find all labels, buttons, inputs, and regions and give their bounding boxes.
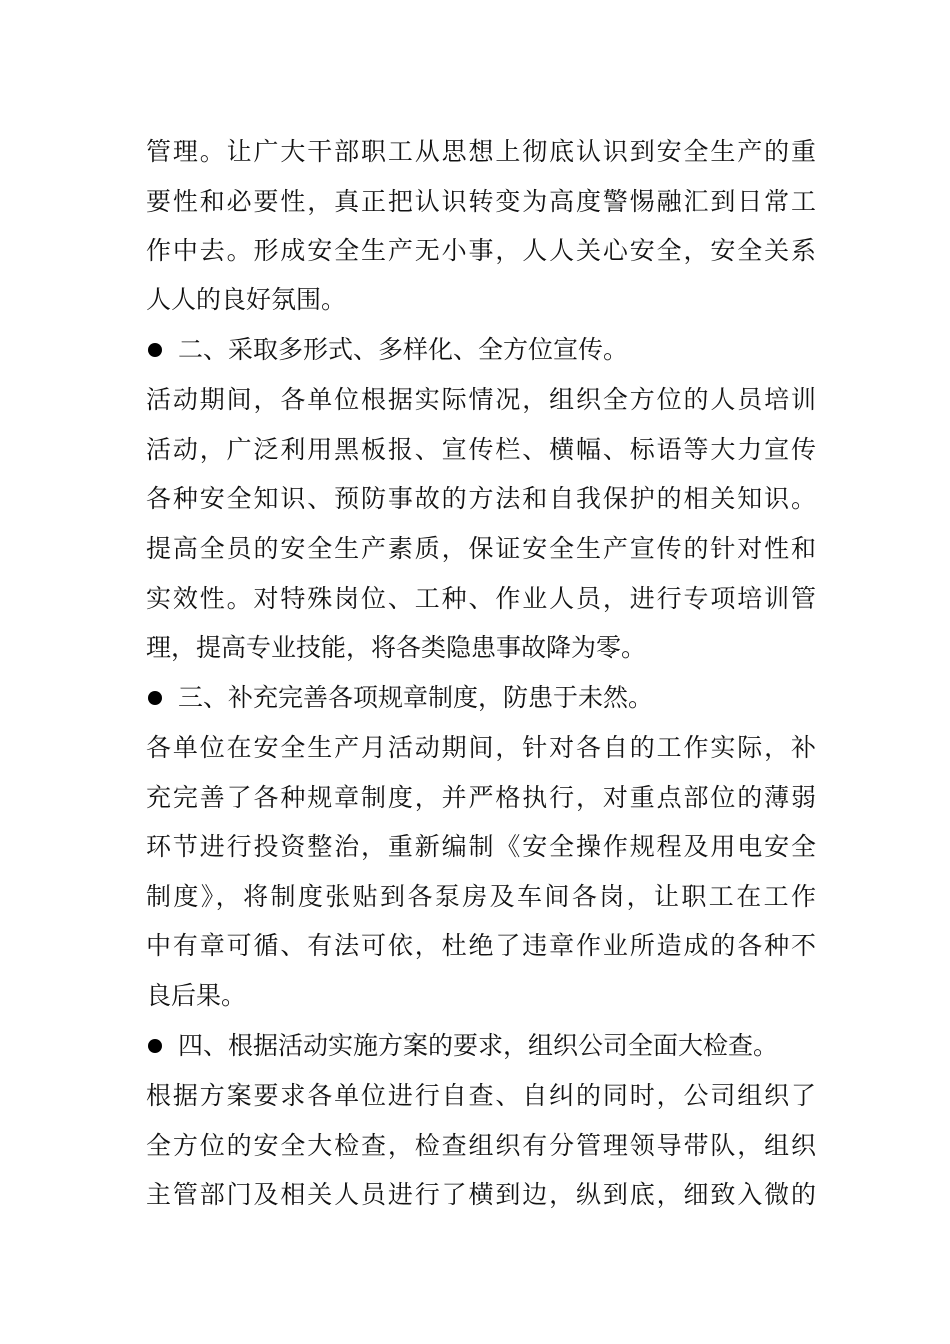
paragraph-3-line-4: 制度》，将制度张贴到各泵房及车间各岗，让职工在工作 <box>146 882 816 911</box>
paragraph-2-line-5: 实效性。对特殊岗位、工种、作业人员，进行专项培训管 <box>146 584 816 613</box>
paragraph-3-line-1: 各单位在安全生产月活动期间，针对各自的工作实际，补 <box>146 733 816 762</box>
section-heading-2-text: 二、采取多形式、多样化、全方位宣传。 <box>178 335 629 364</box>
paragraph-1-line-1: 管理。让广大干部职工从思想上彻底认识到安全生产的重 <box>146 137 816 166</box>
bullet-icon <box>148 343 162 357</box>
paragraph-3-line-3: 环节进行投资整治，重新编制《安全操作规程及用电安全 <box>146 832 816 861</box>
section-heading-3 <box>146 678 816 718</box>
paragraph-3-line-5: 中有章可循、有法可依，杜绝了违章作业所造成的各种不 <box>146 931 816 960</box>
section-heading-4 <box>146 1026 816 1066</box>
bullet-icon <box>148 1039 162 1053</box>
paragraph-4-line-3: 主管部门及相关人员进行了横到边，纵到底，细致入微的 <box>146 1180 816 1209</box>
paragraph-2-line-3: 各种安全知识、预防事故的方法和自我保护的相关知识。 <box>146 484 816 513</box>
section-heading-2 <box>146 330 816 370</box>
paragraph-2-line-6: 理，提高专业技能，将各类隐患事故降为零。 <box>146 633 647 662</box>
paragraph-3-line-2: 充完善了各种规章制度，并严格执行，对重点部位的薄弱 <box>146 783 816 812</box>
paragraph-1-line-3: 作中去。形成安全生产无小事，人人关心安全，安全关系 <box>146 236 816 265</box>
paragraph-2-line-2: 活动，广泛利用黑板报、宣传栏、横幅、标语等大力宣传 <box>146 435 816 464</box>
bullet-icon <box>148 691 162 705</box>
paragraph-2-line-1: 活动期间，各单位根据实际情况，组织全方位的人员培训 <box>146 385 816 414</box>
paragraph-3-line-6: 良后果。 <box>146 981 247 1010</box>
paragraph-2-line-4: 提高全员的安全生产素质，保证安全生产宣传的针对性和 <box>146 534 816 563</box>
section-heading-3-text: 三、补充完善各项规章制度，防患于未然。 <box>178 683 654 712</box>
paragraph-1-line-2: 要性和必要性，真正把认识转变为高度警惕融汇到日常工 <box>146 187 816 216</box>
section-heading-4-text: 四、根据活动实施方案的要求，组织公司全面大检查。 <box>178 1031 779 1060</box>
paragraph-4-line-2: 全方位的安全大检查，检查组织有分管理领导带队，组织 <box>146 1131 816 1160</box>
paragraph-4-line-1: 根据方案要求各单位进行自查、自纠的同时，公司组织了 <box>146 1081 816 1110</box>
paragraph-1-line-4: 人人的良好氛围。 <box>146 285 347 314</box>
